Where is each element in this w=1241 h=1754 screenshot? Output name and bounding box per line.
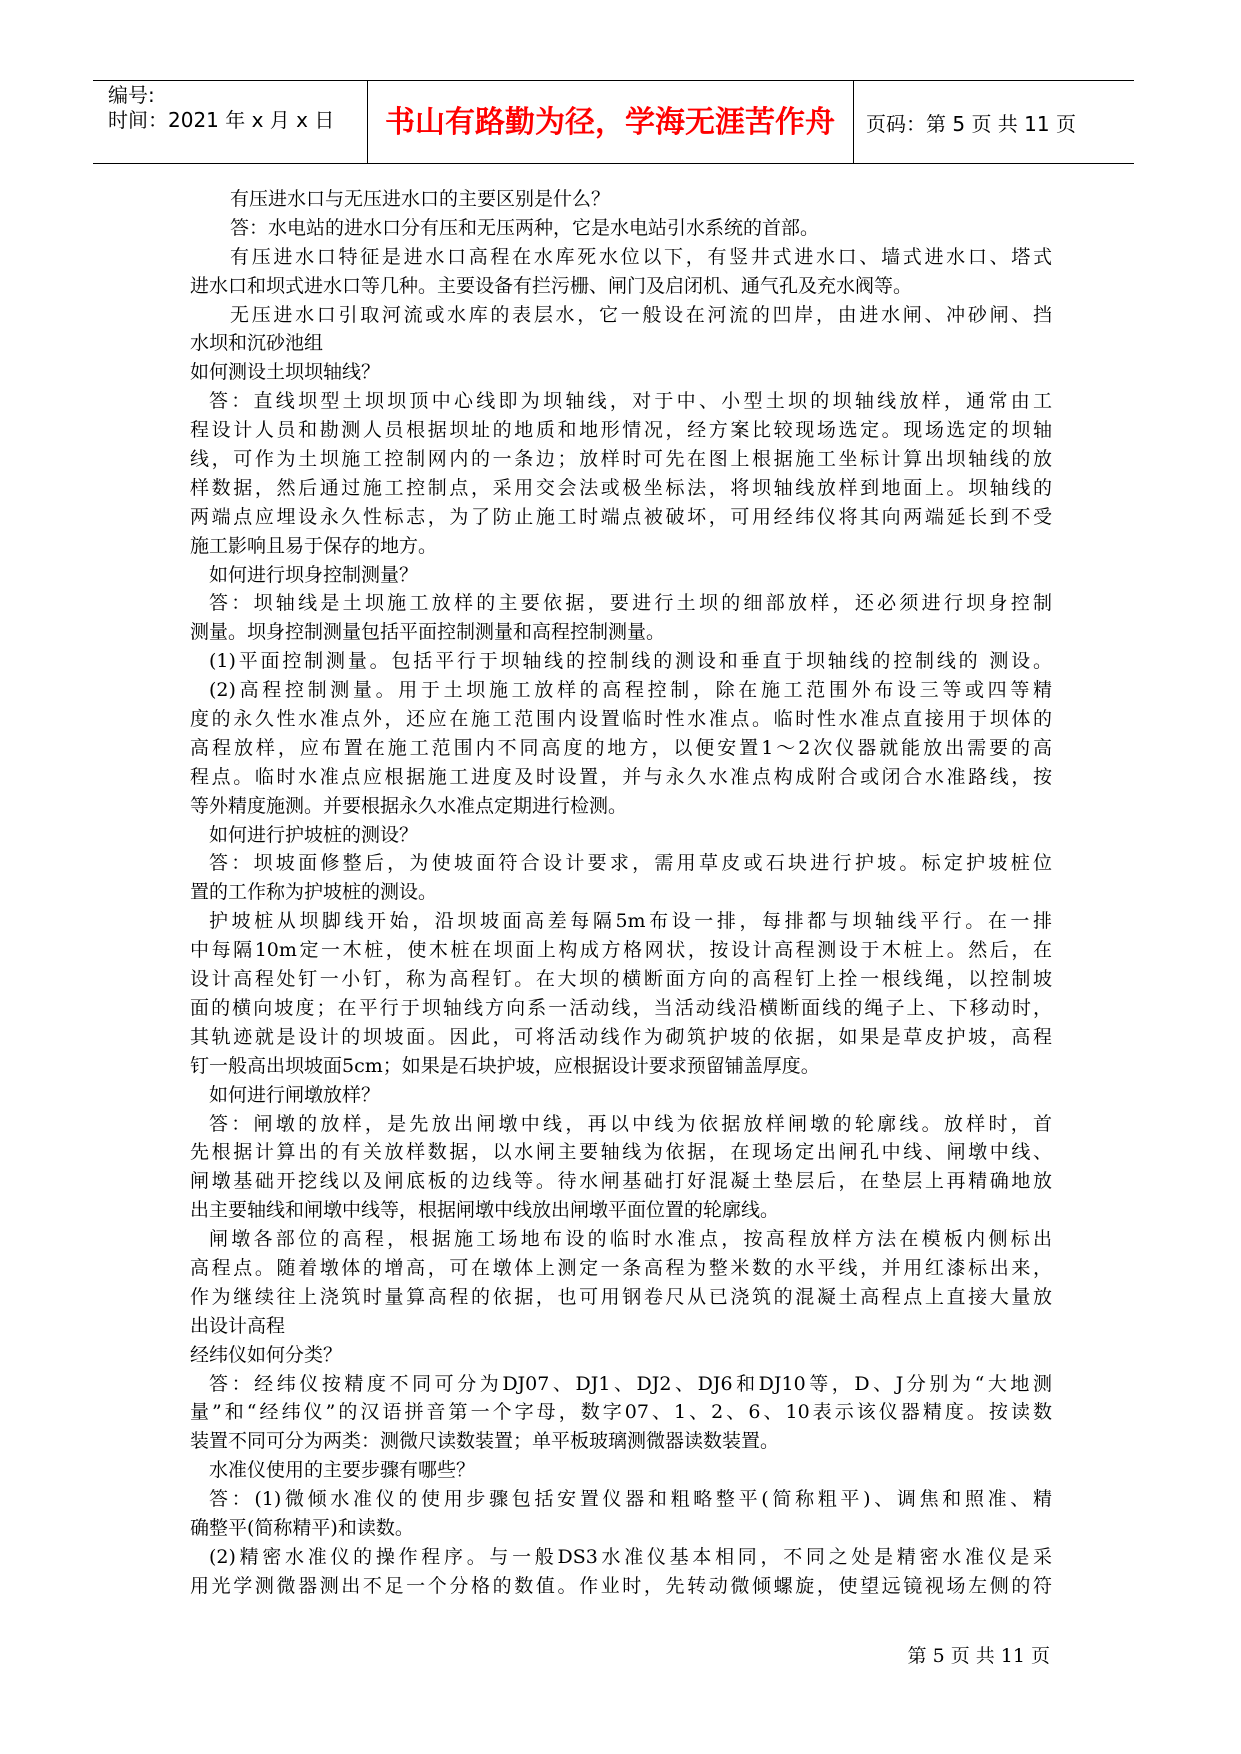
body-line: 两端点应埋设永久性标志，为了防止施工时端点被破坏，可用经纬仪将其向两端延长到不受 bbox=[190, 505, 1052, 528]
body-line: 量”和“经纬仪”的汉语拼音第一个字母，数字07、1、2、6、10表示该仪器精度。按读数 bbox=[190, 1401, 1052, 1424]
body-line: 确整平(简称精平)和读数。 bbox=[190, 1516, 414, 1539]
body-line: 高程放样，应布置在施工范围内不同高度的地方，以便安置1～2次仪器就能放出需要的高 bbox=[190, 736, 1052, 759]
body-line: 装置不同可分为两类：测微尺读数装置；单平板玻璃测微器读数装置。 bbox=[190, 1430, 780, 1453]
body-line: 先根据计算出的有关放样数据，以水闸主要轴线为依据，在现场定出闸孔中线、闸墩中线、 bbox=[190, 1141, 1052, 1164]
body-line: 高程点。随着墩体的增高，可在墩体上测定一条高程为整米数的水平线，并用红漆标出来， bbox=[190, 1256, 1052, 1279]
body-line: 答：水电站的进水口分有压和无压两种，它是水电站引水系统的首部。 bbox=[230, 216, 820, 239]
body-line: 答：经纬仪按精度不同可分为DJ07、DJ1、DJ2、DJ6和DJ10等，D、J分别为“大地测 bbox=[209, 1372, 1052, 1395]
question-heading: 如何进行闸墩放样？ bbox=[209, 1083, 381, 1106]
body-line: 钉一般高出坝坡面5cm；如果是石块护坡，应根据设计要求预留铺盖厚度。 bbox=[190, 1054, 820, 1077]
question-heading: 水准仪使用的主要步骤有哪些？ bbox=[209, 1459, 476, 1482]
body-line: 无压进水口引取河流或水库的表层水，它一般设在河流的凹岸，由进水闸、冲砂闸、挡 bbox=[230, 303, 1052, 326]
body-line: 中每隔10m定一木桩，使木桩在坝面上构成方格网状，按设计高程测设于木桩上。然后，在 bbox=[190, 939, 1052, 962]
document-number-label: 编号: bbox=[108, 83, 155, 107]
header-motto: 书山有路勤为径，学海无涯苦作舟 bbox=[385, 105, 835, 140]
body-line: 答：(1)微倾水准仪的使用步骤包括安置仪器和粗略整平(简称粗平)、调焦和照准、精 bbox=[209, 1488, 1052, 1511]
page-header bbox=[93, 80, 1134, 164]
question-heading: 有压进水口与无压进水口的主要区别是什么？ bbox=[230, 188, 611, 210]
body-line: 度的永久性水准点外，还应在施工范围内设置临时性水准点。临时性水准点直接用于坝体的 bbox=[190, 708, 1052, 731]
document-body bbox=[190, 185, 1052, 1601]
body-line: 水坝和沉砂池组 bbox=[190, 332, 324, 355]
document-time-label: 时间：2021 年 x 月 x 日 bbox=[108, 108, 335, 132]
question-heading: 如何进行坝身控制测量？ bbox=[209, 563, 419, 586]
body-line: 设计高程处钉一小钉，称为高程钉。在大坝的横断面方向的高程钉上拴一根线绳，以控制坡 bbox=[190, 968, 1052, 991]
question-heading: 如何进行护坡桩的测设？ bbox=[209, 823, 419, 846]
body-line: 施工影响且易于保存的地方。 bbox=[190, 534, 438, 557]
body-line: 答：坝轴线是土坝施工放样的主要依据，要进行土坝的细部放样，还必须进行坝身控制 bbox=[209, 592, 1052, 615]
body-line: 等外精度施测。并要根据永久水准点定期进行检测。 bbox=[190, 794, 628, 817]
body-line: 闸墩各部位的高程，根据施工场地布设的临时水准点，按高程放样方法在模板内侧标出 bbox=[209, 1228, 1052, 1251]
page-footer-indicator: 第 5 页 共 11 页 bbox=[907, 1645, 1050, 1667]
header-divider bbox=[853, 81, 854, 163]
body-line: 进水口和坝式进水口等几种。主要设备有拦污栅、闸门及启闭机、通气孔及充水阀等。 bbox=[190, 274, 913, 297]
body-line: (1)平面控制测量。包括平行于坝轴线的控制线的测设和垂直于坝轴线的控制线的 测设。 bbox=[209, 650, 1052, 673]
body-line: 程设计人员和勘测人员根据坝址的地质和地形情况，经方案比较现场选定。现场选定的坝轴 bbox=[190, 419, 1052, 442]
body-line: 程点。临时水准点应根据施工进度及时设置，并与永久水准点构成附合或闭合水准路线，按 bbox=[190, 765, 1052, 788]
body-line: 闸墩基础开挖线以及闸底板的边线等。待水闸基础打好混凝土垫层后，在垫层上再精确地放 bbox=[190, 1170, 1052, 1193]
question-heading: 如何测设土坝坝轴线？ bbox=[190, 361, 381, 384]
body-line: 答：直线坝型土坝坝顶中心线即为坝轴线，对于中、小型土坝的坝轴线放样，通常由工 bbox=[209, 390, 1052, 413]
body-line: 线，可作为土坝施工控制网内的一条边；放样时可先在图上根据施工坐标计算出坝轴线的放 bbox=[190, 448, 1052, 471]
body-line: (2)高程控制测量。用于土坝施工放样的高程控制，除在施工范围外布设三等或四等精 bbox=[209, 679, 1052, 702]
body-line: 置的工作称为护坡桩的测设。 bbox=[190, 881, 438, 904]
question-heading: 经纬仪如何分类？ bbox=[190, 1343, 343, 1366]
body-line: 有压进水口特征是进水口高程在水库死水位以下，有竖井式进水口、墙式进水口、塔式 bbox=[230, 245, 1052, 268]
body-line: 面的横向坡度；在平行于坝轴线方向系一活动线，当活动线沿横断面线的绳子上、下移动时， bbox=[190, 996, 1052, 1019]
body-line: 样数据，然后通过施工控制点，采用交会法或极坐标法，将坝轴线放样到地面上。坝轴线的 bbox=[190, 476, 1052, 499]
body-line: 其轨迹就是设计的坝坡面。因此，可将活动线作为砌筑护坡的依据，如果是草皮护坡，高程 bbox=[190, 1025, 1052, 1048]
body-line: (2)精密水准仪的操作程序。与一般DS3水准仪基本相同，不同之处是精密水准仪是采 bbox=[209, 1545, 1052, 1568]
body-line: 出设计高程 bbox=[190, 1314, 286, 1337]
body-line: 出主要轴线和闸墩中线等，根据闸墩中线放出闸墩平面位置的轮廓线。 bbox=[190, 1199, 780, 1222]
body-line: 答：闸墩的放样，是先放出闸墩中线，再以中线为依据放样闸墩的轮廓线。放样时，首 bbox=[209, 1112, 1052, 1135]
page-number-label: 页码：第 5 页 共 11 页 bbox=[866, 112, 1076, 136]
body-line: 测量。坝身控制测量包括平面控制测量和高程控制测量。 bbox=[190, 621, 666, 644]
body-line: 用光学测微器测出不足一个分格的数值。作业时，先转动微倾螺旋，使望远镜视场左侧的符 bbox=[190, 1574, 1052, 1597]
body-line: 作为继续往上浇筑时量算高程的依据，也可用钢卷尺从已浇筑的混凝土高程点上直接大量放 bbox=[190, 1285, 1052, 1308]
body-line: 答：坝坡面修整后，为使坡面符合设计要求，需用草皮或石块进行护坡。标定护坡桩位 bbox=[209, 852, 1052, 875]
body-line: 护坡桩从坝脚线开始，沿坝坡面高差每隔5m布设一排，每排都与坝轴线平行。在一排 bbox=[209, 910, 1052, 933]
